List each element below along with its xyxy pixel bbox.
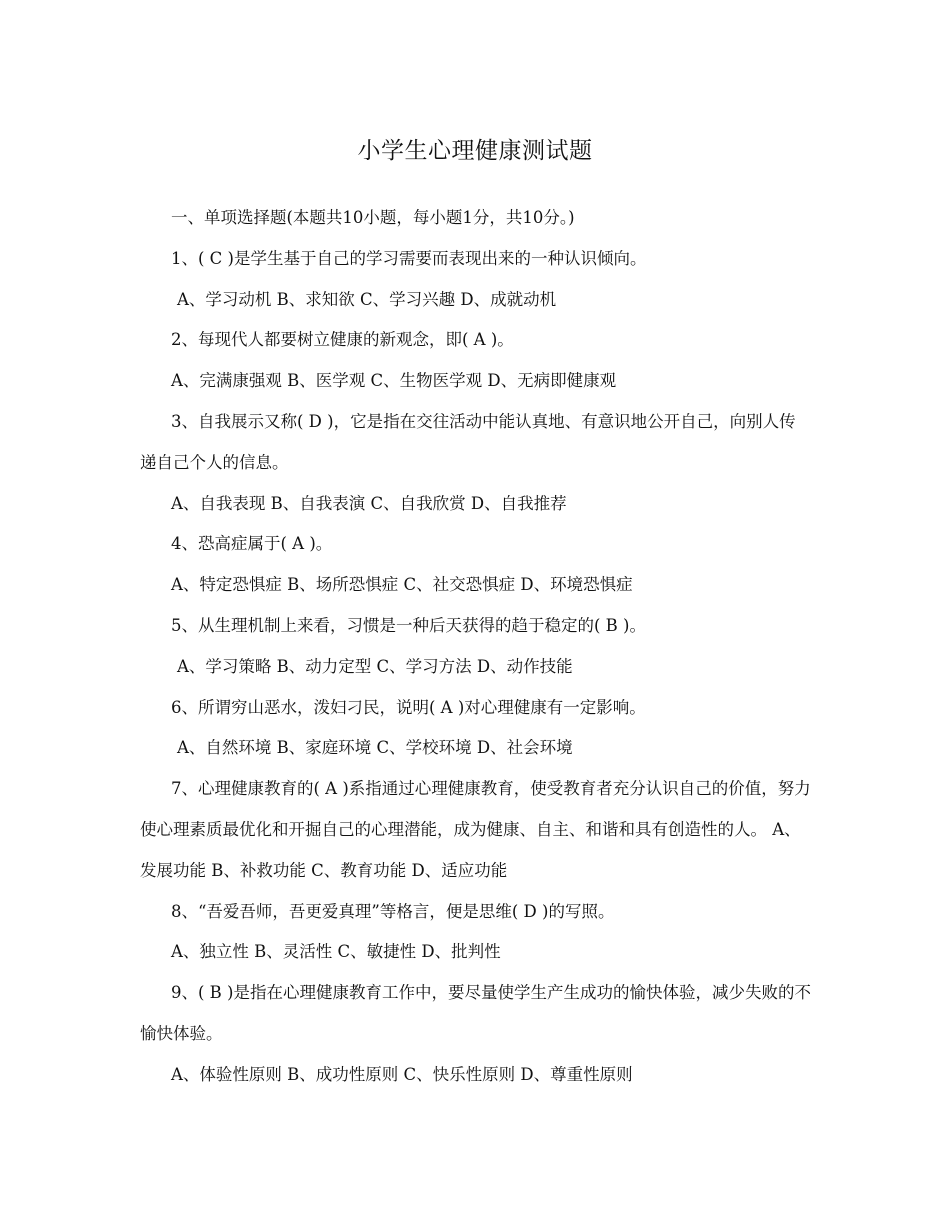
- question-stem: 6、所谓穷山恶水，泼妇刁民，说明( A )对心理健康有一定影响。: [171, 697, 646, 717]
- question-stem: 8、“吾爱吾师，吾更爱真理”等格言，便是思维( D )的写照。: [171, 901, 615, 921]
- question-stem: 2、每现代人都要树立健康的新观念，即( A )。: [171, 330, 514, 350]
- question-options: A、完满康强观 B、医学观 C、生物医学观 D、无病即健康观: [171, 371, 617, 391]
- question-stem: 4、恐高症属于( A )。: [171, 534, 333, 554]
- question-stem: 7、心理健康教育的( A )系指通过心理健康教育，使受教育者充分认识自己的价值，努力使心理素质最优化和开掘自己的心理潜能，成为健康、自主、和谐和具有创造性的人。 A、发展功能 B、补救功能 C、教育功能 D、适应功能: [140, 779, 811, 880]
- question-stem: 9、( B )是指在心理健康教育工作中，要尽量使学生产生成功的愉快体验，减少失败的不愉快体验。: [140, 983, 811, 1043]
- question-options: A、自我表现 B、自我表演 C、自我欣赏 D、自我推荐: [171, 493, 567, 513]
- question-options: A、学习动机 B、求知欲 C、学习兴趣 D、成就动机: [177, 289, 557, 309]
- question-stem: 1、( C )是学生基于自己的学习需要而表现出来的一种认识倾向。: [171, 248, 647, 268]
- question-stem: 3、自我展示又称( D )，它是指在交往活动中能认真地、有意识地公开自己，向别人传递自己个人的信息。: [140, 411, 796, 472]
- section-heading: 一、单项选择题(本题共10小题，每小题1分，共10分。): [171, 208, 575, 227]
- question-options: A、体验性原则 B、成功性原则 C、快乐性原则 D、尊重性原则: [171, 1064, 633, 1084]
- question-stem: 5、从生理机制上来看，习惯是一种后天获得的趋于稳定的( B )。: [171, 615, 646, 635]
- question-options: A、自然环境 B、家庭环境 C、学校环境 D、社会环境: [177, 738, 573, 758]
- page-title: 小学生心理健康测试题: [357, 138, 593, 164]
- question-options: A、独立性 B、灵活性 C、敏捷性 D、批判性: [171, 942, 501, 962]
- question-options: A、特定恐惧症 B、场所恐惧症 C、社交恐惧症 D、环境恐惧症: [171, 575, 633, 595]
- question-options: A、学习策略 B、动力定型 C、学习方法 D、动作技能: [177, 656, 573, 676]
- document-body: [140, 198, 812, 1096]
